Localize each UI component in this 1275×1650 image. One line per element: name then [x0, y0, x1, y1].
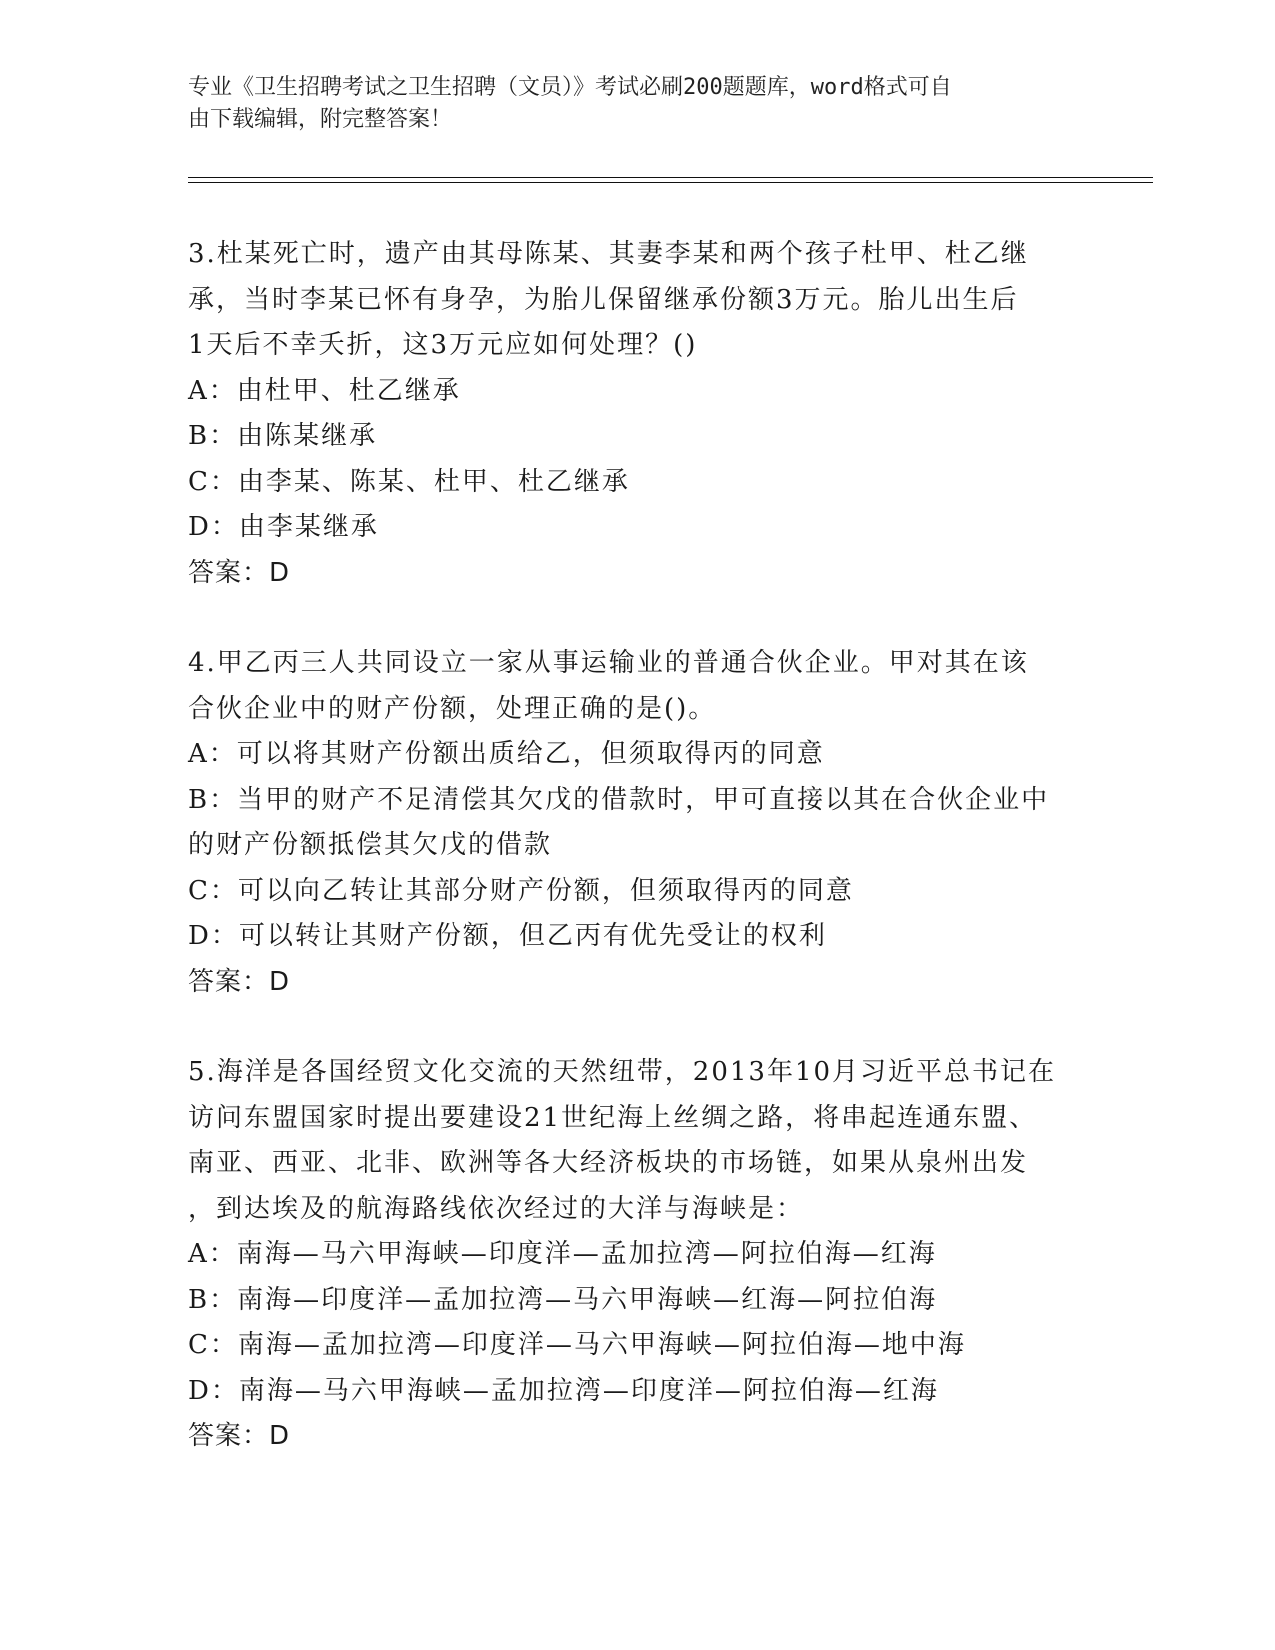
header-rule-top: [188, 177, 1153, 178]
question-stem-line: 1天后不幸夭折，这3万元应如何处理？(): [188, 330, 698, 360]
question-stem-line: 承，当时李某已怀有身孕，为胎儿保留继承份额3万元。胎儿出生后: [188, 284, 1019, 315]
option-b-continued: 的财产份额抵偿其欠戊的借款: [188, 830, 553, 860]
question-stem-line: 南亚、西亚、北非、欧洲等各大经济板块的市场链，如果从泉州出发: [188, 1148, 1029, 1178]
question-3: [188, 232, 1088, 596]
option-c: C：可以向乙转让其部分财产份额，但须取得丙的同意: [188, 875, 854, 906]
question-4: [188, 641, 1088, 1005]
option-a: A：由杜甲、杜乙继承: [188, 375, 461, 406]
question-stem-line: 4.甲乙丙三人共同设立一家从事运输业的普通合伙企业。甲对其在该: [188, 648, 1029, 678]
option-b: B：当甲的财产不足清偿其欠戊的借款时，甲可直接以其在合伙企业中: [188, 784, 1050, 815]
answer-label: 答案：D: [188, 966, 291, 997]
answer-label: 答案：D: [188, 557, 291, 588]
option-c: C：南海—孟加拉湾—印度洋—马六甲海峡—阿拉伯海—地中海: [188, 1330, 966, 1360]
option-d: D：南海—马六甲海峡—孟加拉湾—印度洋—阿拉伯海—红海: [188, 1375, 939, 1406]
question-stem-line: 3.杜某死亡时，遗产由其母陈某、其妻李某和两个孩子杜甲、杜乙继: [188, 239, 1029, 269]
header-line: 专业《卫生招聘考试之卫生招聘（文员）》考试必刷200题题库，word格式可自: [188, 75, 952, 100]
question-stem-line: ，到达埃及的航海路线依次经过的大洋与海峡是：: [188, 1193, 805, 1224]
question-5: [188, 1050, 1088, 1460]
header-rule-bottom: [188, 182, 1153, 183]
document-header: [188, 72, 1068, 136]
question-stem-line: 访问东盟国家时提出要建设21世纪海上丝绸之路，将串起连通东盟、: [188, 1102, 1038, 1133]
option-d: D：可以转让其财产份额，但乙丙有优先受让的权利: [188, 921, 827, 951]
option-d: D：由李某继承: [188, 512, 379, 542]
question-list: [188, 232, 1088, 1505]
option-a: A：南海—马六甲海峡—印度洋—孟加拉湾—阿拉伯海—红海: [188, 1239, 937, 1269]
question-stem-line: 5.海洋是各国经贸文化交流的天然纽带，2013年10月习近平总书记在: [188, 1057, 1057, 1087]
option-b: B：由陈某继承: [188, 421, 378, 451]
option-b: B：南海—印度洋—孟加拉湾—马六甲海峡—红海—阿拉伯海: [188, 1284, 938, 1315]
option-c: C：由李某、陈某、杜甲、杜乙继承: [188, 466, 630, 497]
question-stem-line: 合伙企业中的财产份额，处理正确的是()。: [188, 693, 717, 724]
option-a: A：可以将其财产份额出质给乙，但须取得丙的同意: [188, 739, 825, 769]
answer-label: 答案：D: [188, 1421, 291, 1451]
header-line: 由下载编辑，附完整答案！: [188, 107, 453, 132]
